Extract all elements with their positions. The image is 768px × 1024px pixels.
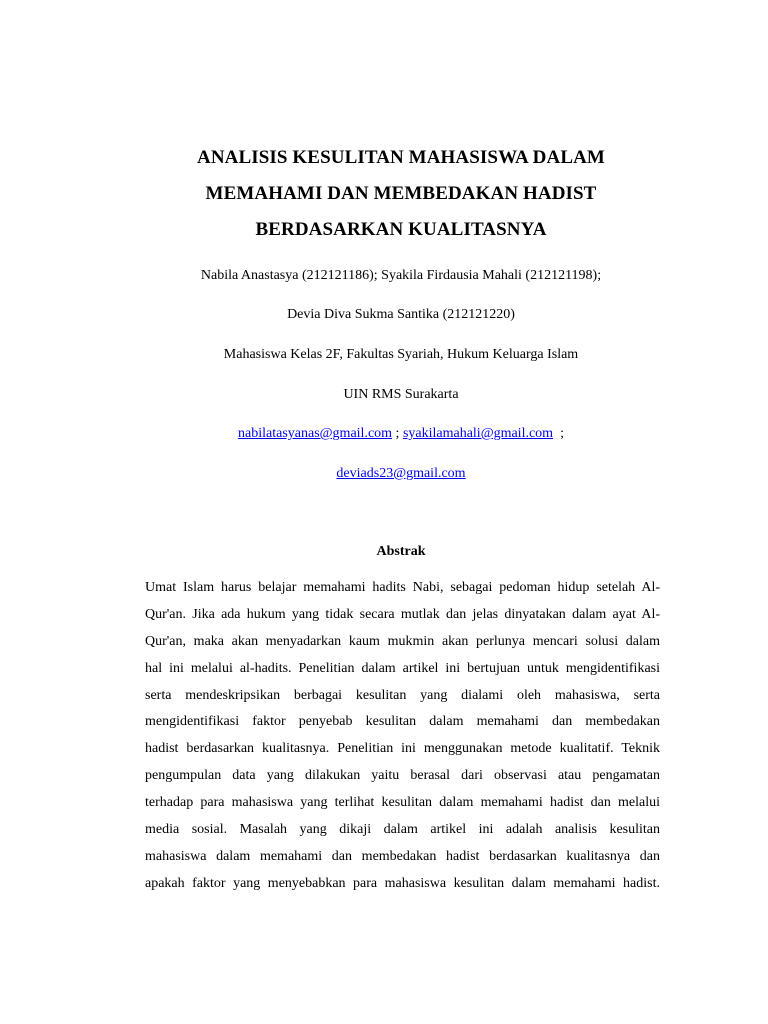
abstract-line: serta mendeskripsikan berbagai kesulitan yang dialami oleh mahasiswa, serta: [145, 687, 660, 703]
email-link-devia[interactable]: deviads23@gmail.com: [336, 466, 466, 481]
affiliation: Mahasiswa Kelas 2F, Fakultas Syariah, Hukum Keluarga Islam: [223, 347, 579, 362]
abstract-body: [145, 575, 660, 898]
email-line-1: [0, 426, 768, 442]
email-separator-2: ;: [553, 426, 564, 441]
abstract-line: pengumpulan data yang dilakukan yaitu berasal dari observasi atau pengamatan: [145, 768, 660, 784]
paper-title-line-3: BERDASARKAN KUALITASNYA: [255, 219, 547, 240]
abstract-line: terhadap para mahasiswa yang terlihat kesulitan dalam memahami hadist dan melalui: [145, 795, 660, 811]
abstract-line: Qur'an, maka akan menyadarkan kaum mukmin akan perlunya mencari solusi dalam: [145, 633, 660, 649]
authors-line-2: Devia Diva Sukma Santika (212121220): [287, 307, 515, 322]
abstract-line: Qur'an. Jika ada hukum yang tidak secara mutlak dan jelas dinyatakan dalam ayat Al-: [145, 606, 660, 622]
paper-title-line-2: MEMAHAMI DAN MEMBEDAKAN HADIST: [205, 183, 597, 204]
abstract-line: media sosial. Masalah yang dikaji dalam artikel ini adalah analisis kesulitan: [145, 822, 660, 838]
abstract-line: hadist berdasarkan kualitasnya. Penelitian ini menggunakan metode kualitatif. Teknik: [145, 741, 660, 757]
authors-line-1: Nabila Anastasya (212121186); Syakila Firdausia Mahali (212121198);: [200, 268, 602, 283]
abstract-line: hal ini melalui al-hadits. Penelitian dalam artikel ini bertujuan untuk mengidentifikasi: [145, 660, 660, 676]
abstract-line: mahasiswa dalam memahami dan membedakan hadist berdasarkan kualitasnya dan: [145, 848, 660, 864]
email-link-nabila[interactable]: nabilatasyanas@gmail.com: [238, 426, 393, 441]
email-line-2: [0, 466, 768, 482]
email-link-syakila[interactable]: syakilamahali@gmail.com: [402, 426, 554, 441]
abstract-line: mengidentifikasi faktor penyebab kesulitan dalam memahami dan membedakan: [145, 714, 660, 730]
institution: UIN RMS Surakarta: [343, 387, 459, 402]
abstract-heading: Abstrak: [376, 544, 426, 559]
email-separator-1: ;: [392, 426, 403, 441]
abstract-line: apakah faktor yang menyebabkan para mahasiswa kesulitan dalam memahami hadist.: [145, 875, 660, 891]
abstract-line: Umat Islam harus belajar memahami hadits Nabi, sebagai pedoman hidup setelah Al-: [145, 580, 660, 595]
paper-title-line-1: ANALISIS KESULITAN MAHASISWA DALAM: [197, 147, 605, 168]
